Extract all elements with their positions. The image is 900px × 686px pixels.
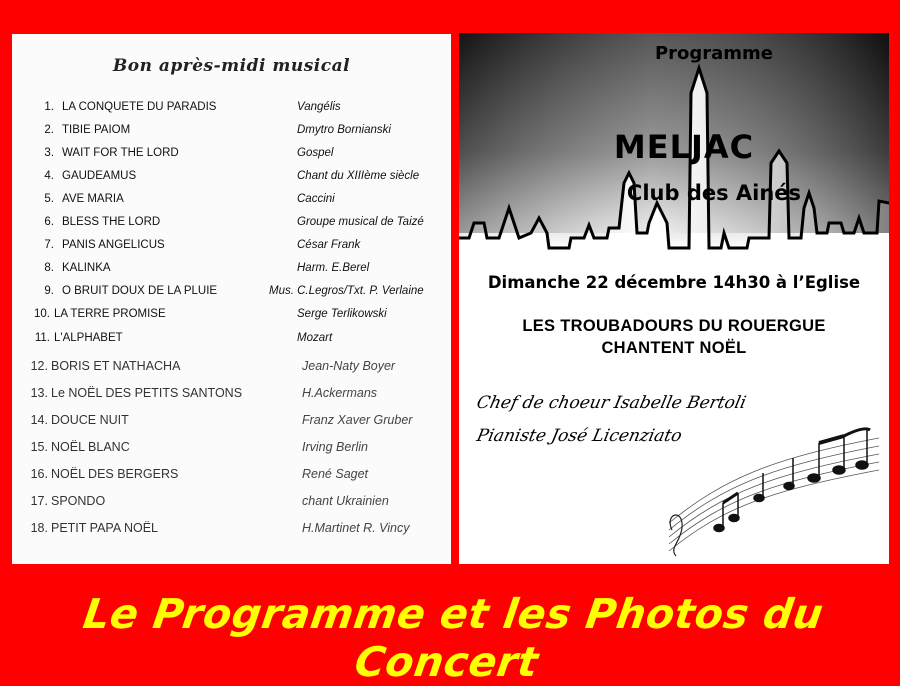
item-title: BORIS ET NATHACHA [51,359,181,373]
item-composer: Mozart [297,332,333,344]
item-number: 4. [44,170,54,182]
item-number: 2. [44,124,54,136]
poster-heading: Programme [654,43,774,64]
item-title: LA TERRE PROMISE [54,308,166,320]
village-name: MELJAC [613,128,755,166]
item-title: GAUDEAMUS [62,170,137,182]
item-composer: César Frank [297,239,361,251]
item-title: KALINKA [62,262,111,274]
choir-subtitle: CHANTENT NOËL [601,339,747,357]
program-list-title: Bon après-midi musical [112,56,351,76]
item-number: 3. [44,147,54,159]
item-title: SPONDO [51,494,106,508]
item-composer: Jean-Naty Boyer [302,359,396,373]
item-title: DOUCE NUIT [51,413,129,427]
item-title: O BRUIT DOUX DE LA PLUIE [62,285,218,297]
concert-poster-panel [459,33,889,564]
item-number: 12. [30,359,48,373]
choir-name: LES TROUBADOURS DU ROUERGUE [522,317,826,335]
page-caption: Le Programme et les Photos du Concert [80,590,827,686]
item-number: 9. [44,285,54,297]
item-number: 17. [30,494,48,508]
item-composer: René Saget [302,467,369,481]
item-number: 15. [30,440,48,454]
item-number: 16. [30,467,48,481]
item-number: 7. [44,239,54,251]
concert-date: Dimanche 22 décembre 14h30 à l’Eglise [487,273,861,292]
item-number: 8. [44,262,54,274]
item-composer: Serge Terlikowski [297,308,387,320]
item-composer: Vangélis [297,101,341,113]
city-skyline-image [459,33,889,313]
item-composer: Groupe musical de Taizé [297,216,424,228]
pianist-credit: Pianiste José Licenziato [474,426,684,446]
music-notes-icon [664,418,884,558]
item-title: LA CONQUETE DU PARADIS [62,101,217,113]
item-composer: Mus. C.Legros/Txt. P. Verlaine [269,285,424,297]
item-composer: Caccini [297,193,335,205]
item-composer: Gospel [297,147,334,159]
item-title: NOËL BLANC [51,440,130,454]
item-number: 18. [30,521,48,535]
item-composer: Harm. E.Berel [297,262,370,274]
item-title: BLESS THE LORD [62,216,161,228]
item-number: 11. [34,332,50,344]
club-name: Club des Ainés [626,181,802,205]
item-number: 5. [44,193,54,205]
item-number: 10. [34,308,50,320]
program-list-panel [12,34,451,564]
item-title: L'ALPHABET [54,332,123,344]
conductor-credit: Chef de choeur Isabelle Bertoli [474,393,748,413]
item-composer: H.Martinet R. Vincy [302,521,410,535]
item-title: WAIT FOR THE LORD [62,147,179,159]
item-composer: Dmytro Bornianski [297,124,391,136]
item-title: PANIS ANGELICUS [62,239,165,251]
item-composer: chant Ukrainien [302,494,389,508]
item-title: TIBIE PAIOM [62,124,131,136]
item-number: 13. [30,386,48,400]
item-composer: Irving Berlin [302,440,368,454]
item-composer: Franz Xaver Gruber [302,413,413,427]
item-number: 6. [44,216,54,228]
item-title: Le NOËL DES PETITS SANTONS [51,386,243,400]
item-title: AVE MARIA [62,193,124,205]
item-title: NOËL DES BERGERS [51,467,179,481]
item-number: 1. [44,101,54,113]
item-title: PETIT PAPA NOËL [51,521,158,535]
item-composer: Chant du XIIIème siècle [297,170,420,182]
item-composer: H.Ackermans [302,386,378,400]
item-number: 14. [30,413,48,427]
